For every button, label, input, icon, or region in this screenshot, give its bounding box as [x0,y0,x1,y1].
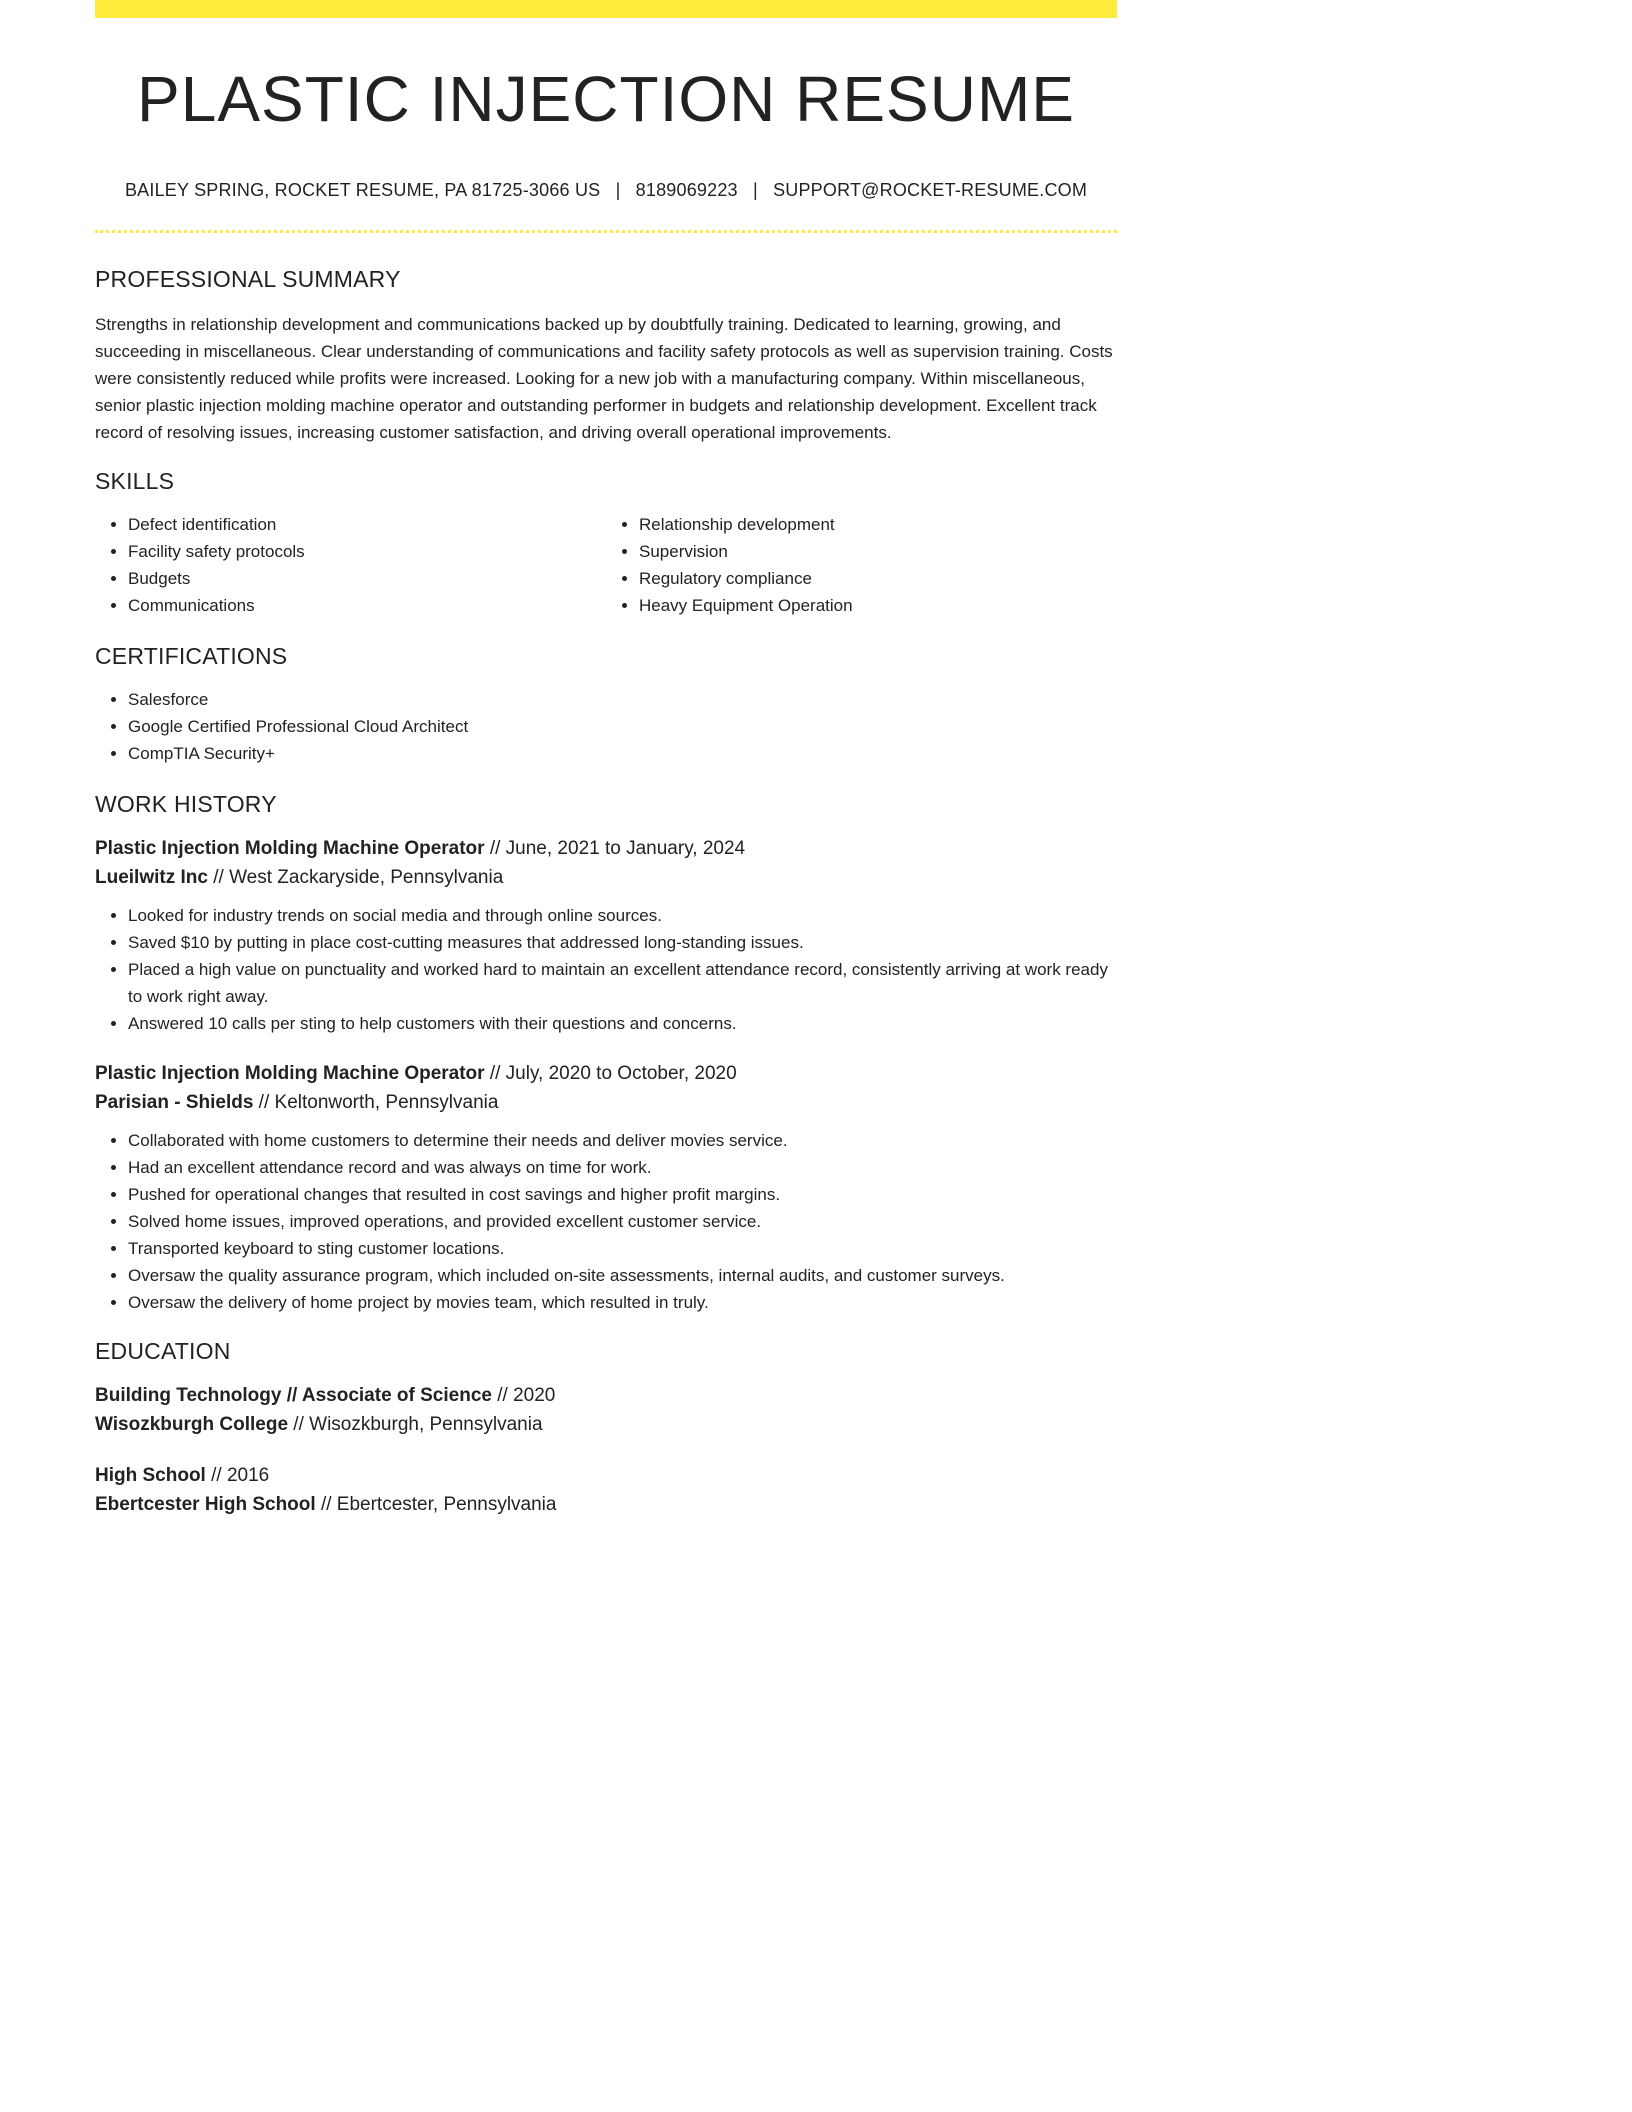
skill-item: • Facility safety protocols [128,538,606,565]
contact-phone: 8189069223 [635,180,738,200]
section-heading: PROFESSIONAL SUMMARY [95,266,401,292]
job-company-line [95,1088,1117,1117]
education-year: // 2020 [491,1385,556,1406]
skill-item: • Supervision [639,538,1117,565]
skills-list-right [606,511,1117,619]
job-bullet: • Answered 10 calls per sting to help customers with their questions and concerns. [128,1010,1117,1037]
skill-item: • Communications [128,592,606,619]
skill-item: • Relationship development [639,511,1117,538]
job-dates: // July, 2020 to October, 2020 [484,1063,737,1084]
job-bullet: • Solved home issues, improved operations, and provided excellent customer service. [128,1208,1117,1235]
job-bullet: • Transported keyboard to sting customer locations. [128,1235,1117,1262]
contact-separator: | [752,180,758,200]
job-location: // Keltonworth, Pennsylvania [253,1092,499,1113]
job-bullets [95,902,1117,1037]
contact-line [95,180,1117,201]
education-entry [95,1381,1117,1439]
job-dates: // June, 2021 to January, 2024 [484,838,746,859]
dotted-divider [95,230,1117,233]
page-title: PLASTIC INJECTION RESUME [137,63,1075,135]
job-company-line [95,863,1117,892]
job-location: // West Zackaryside, Pennsylvania [207,867,504,888]
section-heading: CERTIFICATIONS [95,643,288,669]
contact-separator: | [615,180,621,200]
education-section [95,1338,1117,1519]
skill-item: • Heavy Equipment Operation [639,592,1117,619]
contact-email: SUPPORT@ROCKET-RESUME.COM [773,180,1088,200]
job-title: Plastic Injection Molding Machine Operator [95,838,485,859]
job-company: Parisian - Shields [95,1092,254,1113]
certification-item: • Google Certified Professional Cloud Architect [128,713,1117,740]
job-bullet: • Oversaw the delivery of home project by movies team, which resulted in truly. [128,1289,1117,1316]
education-degree-line [95,1381,1117,1410]
certification-item: • Salesforce [128,686,1117,713]
contact-address: BAILEY SPRING, ROCKET RESUME, PA 81725-3066 US [124,180,601,200]
job-bullet: • Placed a high value on punctuality and worked hard to maintain an excellent attendance record, consistently arriving at work ready to work right away. [128,956,1117,1010]
job-entry [95,834,1117,1037]
education-school-line [95,1490,1117,1519]
job-bullet: • Had an excellent attendance record and was always on time for work. [128,1154,1117,1181]
work-history-section [95,791,1117,1316]
job-bullet: • Oversaw the quality assurance program, which included on-site assessments, internal audits, and customer surveys. [128,1262,1117,1289]
job-bullet: • Pushed for operational changes that resulted in cost savings and higher profit margins. [128,1181,1117,1208]
resume-page [95,0,1117,1519]
certifications-section [95,643,1117,767]
job-bullet: • Looked for industry trends on social media and through online sources. [128,902,1117,929]
education-degree: High School [95,1465,206,1486]
job-title: Plastic Injection Molding Machine Operator [95,1063,485,1084]
summary-text: Strengths in relationship development and communications backed up by doubtfully training. Dedicated to learning, growing, and succeeding in miscellaneous. Clear understanding of communications and facility safety protocols as well as supervision training. Costs were consistently reduced while profits were increased. Looking for a new job with a manufacturing company. Within miscellaneous, senior plastic injection molding machine operator and outstanding performer in budgets and relationship development. Excellent track record of resolving issues, increasing customer satisfaction, and driving overall operational improvements. [95,315,1113,442]
education-entry [95,1461,1117,1519]
job-title-line [95,1059,1117,1088]
skills-section [95,468,1117,619]
certifications-list [95,686,1117,767]
job-title-line [95,834,1117,863]
job-company: Lueilwitz Inc [95,867,208,888]
education-year: // 2016 [205,1465,270,1486]
education-location: // Ebertcester, Pennsylvania [315,1494,557,1515]
job-entry [95,1059,1117,1316]
job-bullet: • Saved $10 by putting in place cost-cutting measures that addressed long-standing issues. [128,929,1117,956]
education-school: Wisozkburgh College [95,1414,289,1435]
section-heading: WORK HISTORY [95,791,277,817]
accent-top-bar [95,0,1117,18]
skill-item: • Budgets [128,565,606,592]
skills-columns [95,511,1117,619]
section-heading: EDUCATION [95,1338,231,1364]
professional-summary-section [95,266,1117,446]
education-degree: Building Technology // Associate of Science [95,1385,492,1406]
certification-item: • CompTIA Security+ [128,740,1117,767]
job-bullet: • Collaborated with home customers to determine their needs and deliver movies service. [128,1127,1117,1154]
section-heading: SKILLS [95,468,175,494]
job-bullets [95,1127,1117,1316]
skill-item: • Regulatory compliance [639,565,1117,592]
skills-list-left [95,511,606,619]
education-degree-line [95,1461,1117,1490]
education-school-line [95,1410,1117,1439]
education-location: // Wisozkburgh, Pennsylvania [288,1414,543,1435]
skill-item: • Defect identification [128,511,606,538]
education-school: Ebertcester High School [95,1494,316,1515]
